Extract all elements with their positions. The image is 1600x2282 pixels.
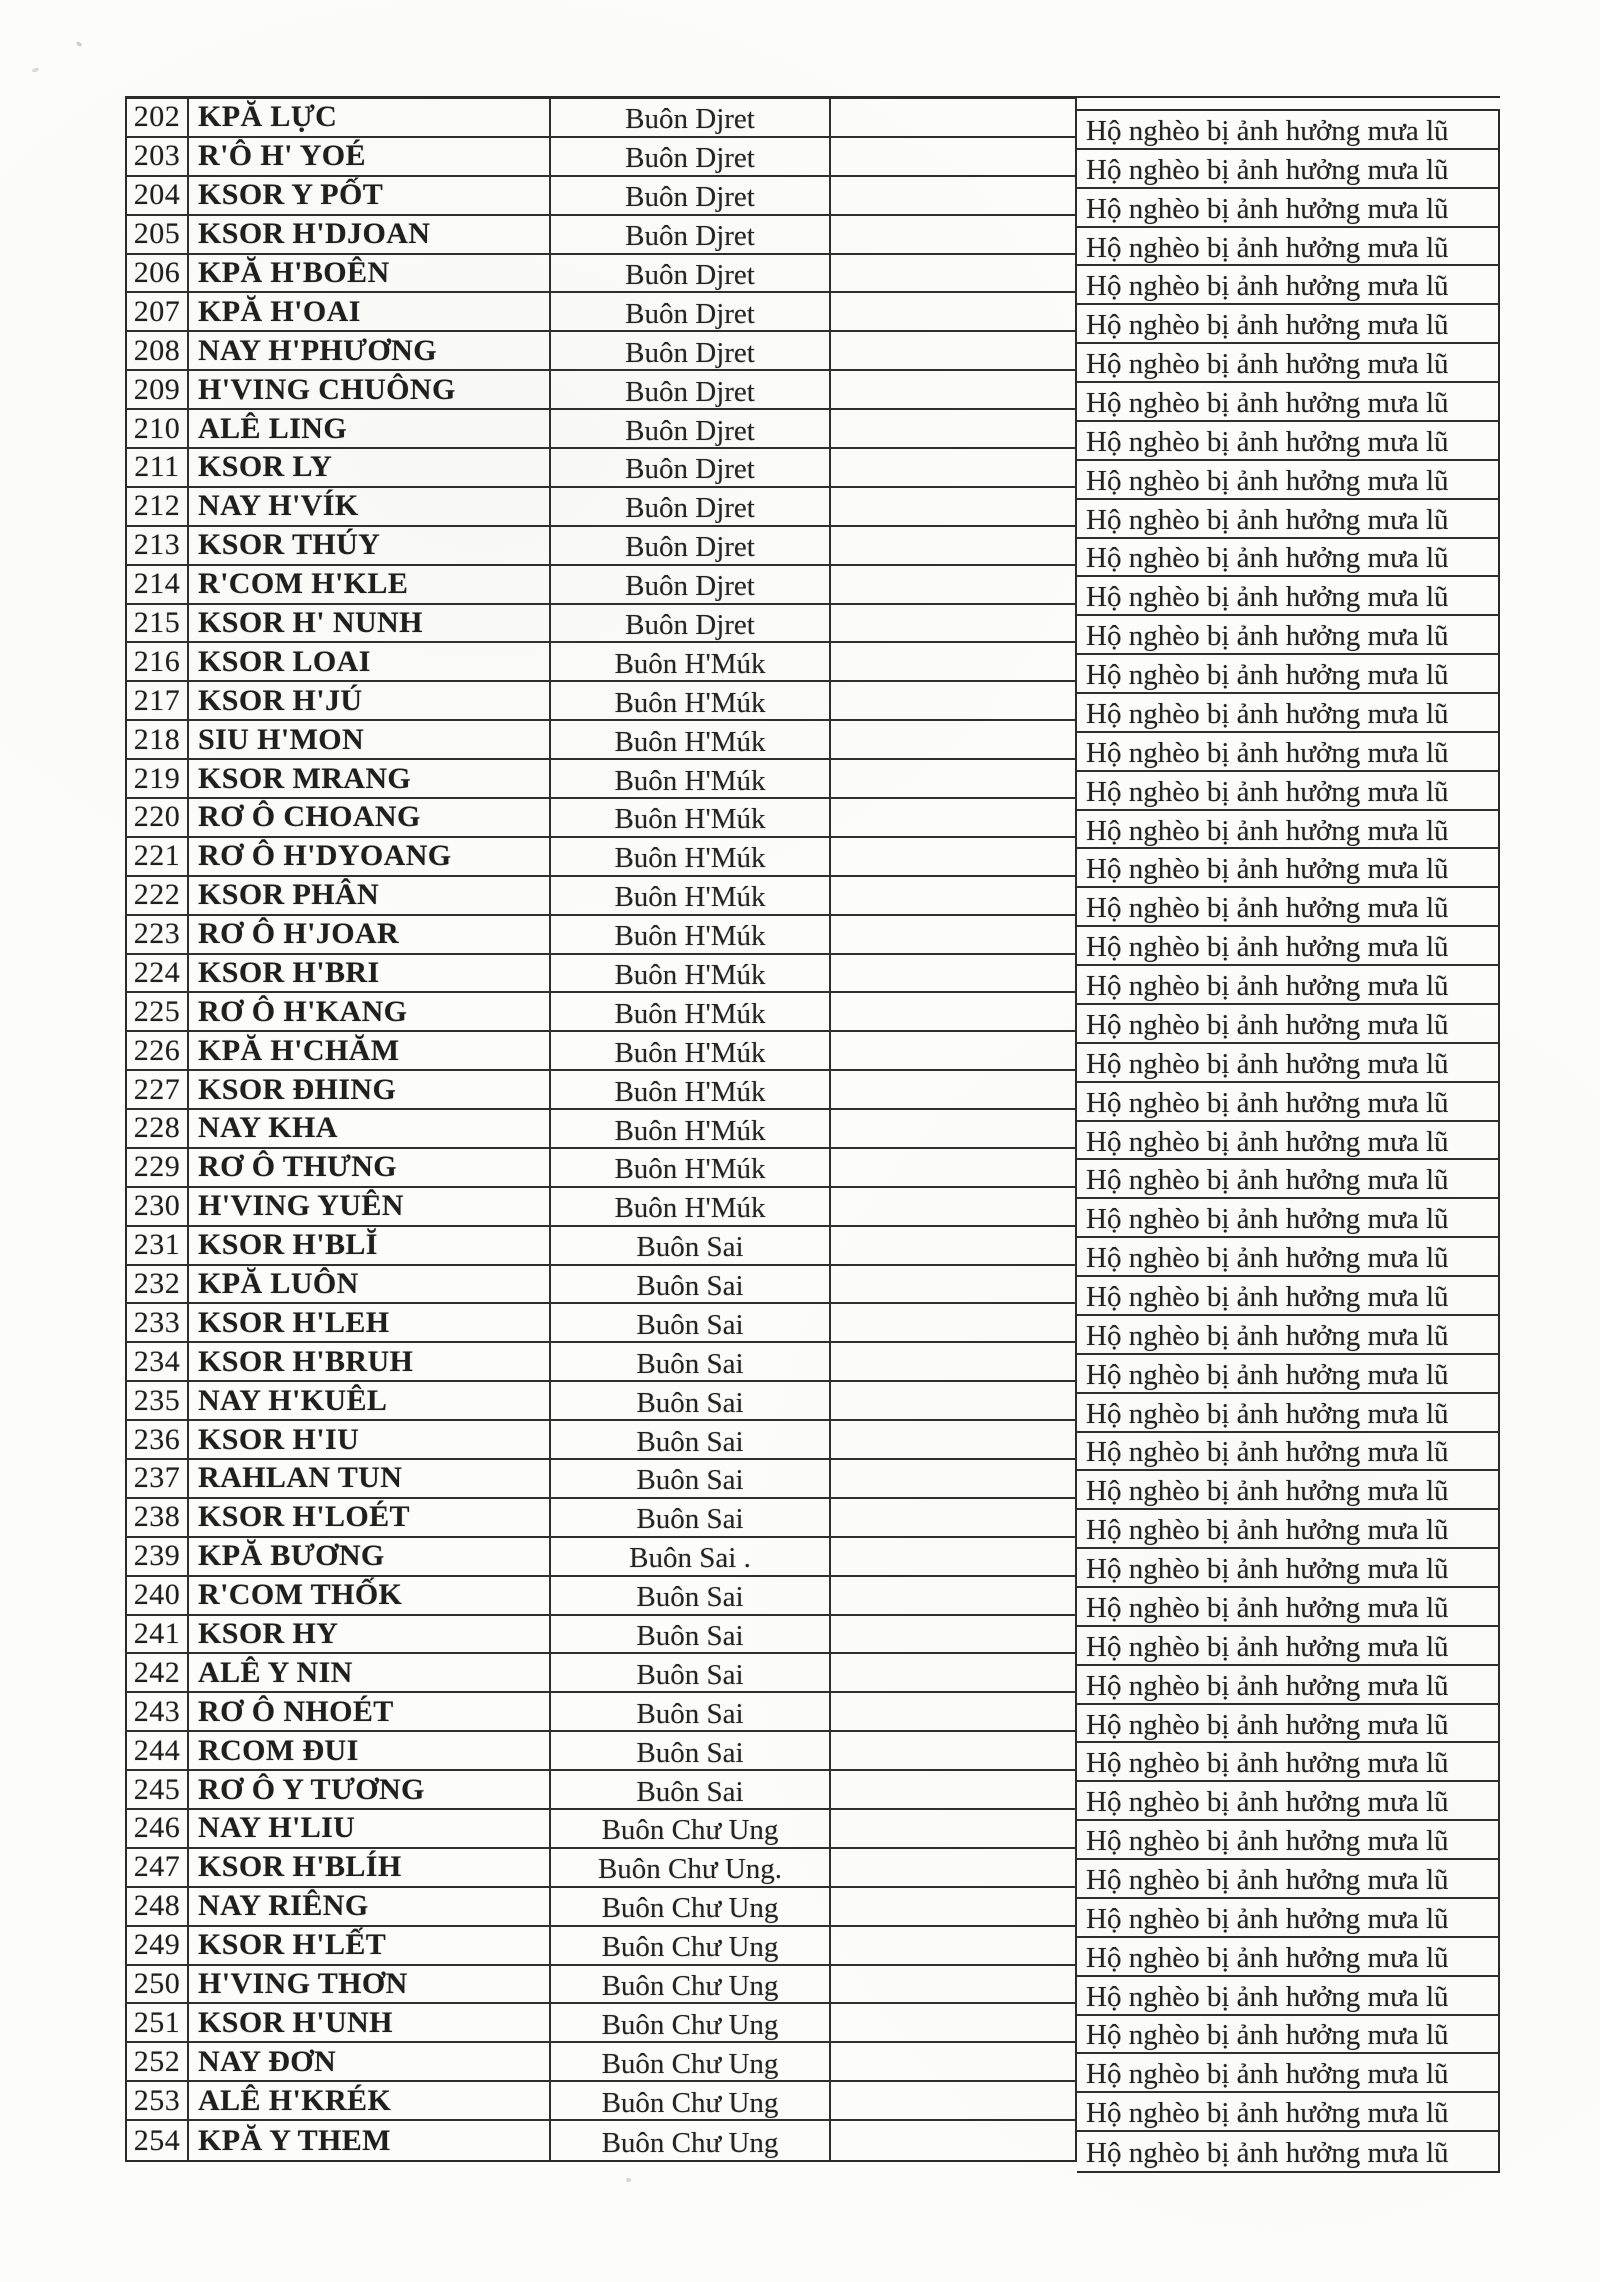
status-cell: Hộ nghèo bị ảnh hưởng mưa lũ xyxy=(1077,1666,1498,1705)
village-cell: Buôn Chư Ung xyxy=(551,2043,831,2082)
village-cell: Buôn Djret xyxy=(551,488,831,527)
beneficiary-table xyxy=(125,96,1500,2170)
village-cell: Buôn Sai xyxy=(551,1343,831,1382)
village-cell: Buôn Sai xyxy=(551,1732,831,1771)
row-number-cell: 209 xyxy=(127,371,189,410)
name-cell: RƠ Ô H'DYOANG xyxy=(189,838,551,877)
note-cell xyxy=(831,449,1077,488)
row-number-cell: 238 xyxy=(127,1499,189,1538)
note-cell xyxy=(831,1266,1077,1305)
village-cell: Buôn Djret xyxy=(551,527,831,566)
note-cell xyxy=(831,1966,1077,2005)
note-cell xyxy=(831,1460,1077,1499)
status-cell: Hộ nghèo bị ảnh hưởng mưa lũ xyxy=(1077,1355,1498,1394)
status-cell: Hộ nghèo bị ảnh hưởng mưa lũ xyxy=(1077,1938,1498,1977)
status-cell: Hộ nghèo bị ảnh hưởng mưa lũ xyxy=(1077,1433,1498,1472)
status-cell: Hộ nghèo bị ảnh hưởng mưa lũ xyxy=(1077,228,1498,267)
row-number-cell: 253 xyxy=(127,2082,189,2121)
village-cell: Buôn H'Múk xyxy=(551,1071,831,1110)
status-cell: Hộ nghèo bị ảnh hưởng mưa lũ xyxy=(1077,2054,1498,2093)
village-cell: Buôn Djret xyxy=(551,371,831,410)
note-cell xyxy=(831,371,1077,410)
status-cell: Hộ nghèo bị ảnh hưởng mưa lũ xyxy=(1077,1471,1498,1510)
village-cell: Buôn Sai xyxy=(551,1382,831,1421)
row-number-cell: 245 xyxy=(127,1771,189,1810)
status-cell: Hộ nghèo bị ảnh hưởng mưa lũ xyxy=(1077,1122,1498,1161)
name-cell: KPĂ LỰC xyxy=(189,99,551,138)
row-number-cell: 235 xyxy=(127,1382,189,1421)
note-cell xyxy=(831,1149,1077,1188)
row-number-cell: 228 xyxy=(127,1110,189,1149)
village-cell: Buôn Djret xyxy=(551,332,831,371)
note-cell xyxy=(831,177,1077,216)
village-cell: Buôn H'Múk xyxy=(551,1032,831,1071)
note-cell xyxy=(831,1382,1077,1421)
row-number-cell: 249 xyxy=(127,1927,189,1966)
row-number-cell: 243 xyxy=(127,1693,189,1732)
name-cell: KSOR MRANG xyxy=(189,760,551,799)
name-cell: KSOR H'LOÉT xyxy=(189,1499,551,1538)
status-cell: Hộ nghèo bị ảnh hưởng mưa lũ xyxy=(1077,150,1498,189)
status-cell: Hộ nghèo bị ảnh hưởng mưa lũ xyxy=(1077,1627,1498,1666)
name-cell: KSOR H'UNH xyxy=(189,2004,551,2043)
row-number-cell: 227 xyxy=(127,1071,189,1110)
row-number-cell: 219 xyxy=(127,760,189,799)
name-cell: KSOR H'BRI xyxy=(189,955,551,994)
name-cell: KSOR H'IU xyxy=(189,1421,551,1460)
village-cell: Buôn H'Múk xyxy=(551,1188,831,1227)
status-cell: Hộ nghèo bị ảnh hưởng mưa lũ xyxy=(1077,772,1498,811)
note-cell xyxy=(831,2043,1077,2082)
row-number-cell: 242 xyxy=(127,1654,189,1693)
beneficiary-table-main-columns xyxy=(125,98,1077,2162)
status-cell: Hộ nghèo bị ảnh hưởng mưa lũ xyxy=(1077,1005,1498,1044)
row-number-cell: 252 xyxy=(127,2043,189,2082)
village-cell: Buôn Djret xyxy=(551,566,831,605)
row-number-cell: 220 xyxy=(127,799,189,838)
note-cell xyxy=(831,682,1077,721)
village-cell: Buôn Djret xyxy=(551,177,831,216)
status-cell: Hộ nghèo bị ảnh hưởng mưa lũ xyxy=(1077,811,1498,850)
name-cell: H'VING CHUÔNG xyxy=(189,371,551,410)
status-cell: Hộ nghèo bị ảnh hưởng mưa lũ xyxy=(1077,305,1498,344)
village-cell: Buôn Chư Ung xyxy=(551,1810,831,1849)
village-cell: Buôn Djret xyxy=(551,255,831,294)
note-cell xyxy=(831,1577,1077,1616)
status-cell: Hộ nghèo bị ảnh hưởng mưa lũ xyxy=(1077,422,1498,461)
status-cell: Hộ nghèo bị ảnh hưởng mưa lũ xyxy=(1077,266,1498,305)
row-number-cell: 223 xyxy=(127,916,189,955)
status-cell: Hộ nghèo bị ảnh hưởng mưa lũ xyxy=(1077,1083,1498,1122)
name-cell: H'VING THƠN xyxy=(189,1966,551,2005)
status-cell: Hộ nghèo bị ảnh hưởng mưa lũ xyxy=(1077,1782,1498,1821)
name-cell: KSOR LOAI xyxy=(189,643,551,682)
name-cell: KPĂ Y THEM xyxy=(189,2121,551,2160)
name-cell: KSOR H'DJOAN xyxy=(189,216,551,255)
row-number-cell: 254 xyxy=(127,2121,189,2160)
row-number-cell: 236 xyxy=(127,1421,189,1460)
status-cell: Hộ nghèo bị ảnh hưởng mưa lũ xyxy=(1077,1199,1498,1238)
row-number-cell: 251 xyxy=(127,2004,189,2043)
status-cell: Hộ nghèo bị ảnh hưởng mưa lũ xyxy=(1077,1705,1498,1744)
name-cell: KSOR H' NUNH xyxy=(189,605,551,644)
name-cell: KPĂ H'BOÊN xyxy=(189,255,551,294)
village-cell: Buôn Chư Ung xyxy=(551,2121,831,2160)
note-cell xyxy=(831,1927,1077,1966)
status-cell: Hộ nghèo bị ảnh hưởng mưa lũ xyxy=(1077,1977,1498,2016)
name-cell: KSOR H'BRUH xyxy=(189,1343,551,1382)
name-cell: R'COM THỐK xyxy=(189,1577,551,1616)
note-cell xyxy=(831,293,1077,332)
name-cell: KSOR ĐHING xyxy=(189,1071,551,1110)
status-cell: Hộ nghèo bị ảnh hưởng mưa lũ xyxy=(1077,966,1498,1005)
village-cell: Buôn Chư Ung xyxy=(551,1927,831,1966)
note-cell xyxy=(831,1227,1077,1266)
village-cell: Buôn H'Múk xyxy=(551,721,831,760)
row-number-cell: 246 xyxy=(127,1810,189,1849)
village-cell: Buôn Sai xyxy=(551,1421,831,1460)
status-cell: Hộ nghèo bị ảnh hưởng mưa lũ xyxy=(1077,1394,1498,1433)
status-cell: Hộ nghèo bị ảnh hưởng mưa lũ xyxy=(1077,2093,1498,2132)
status-cell: Hộ nghèo bị ảnh hưởng mưa lũ xyxy=(1077,733,1498,772)
row-number-cell: 229 xyxy=(127,1149,189,1188)
village-cell: Buôn Sai xyxy=(551,1460,831,1499)
note-cell xyxy=(831,1304,1077,1343)
note-cell xyxy=(831,1810,1077,1849)
village-cell: Buôn Sai xyxy=(551,1304,831,1343)
row-number-cell: 226 xyxy=(127,1032,189,1071)
village-cell: Buôn Djret xyxy=(551,449,831,488)
village-cell: Buôn H'Múk xyxy=(551,682,831,721)
row-number-cell: 221 xyxy=(127,838,189,877)
note-cell xyxy=(831,1616,1077,1655)
name-cell: KSOR H'BLÍH xyxy=(189,1849,551,1888)
village-cell: Buôn H'Múk xyxy=(551,760,831,799)
status-cell: Hộ nghèo bị ảnh hưởng mưa lũ xyxy=(1077,1160,1498,1199)
village-cell: Buôn Djret xyxy=(551,293,831,332)
status-cell: Hộ nghèo bị ảnh hưởng mưa lũ xyxy=(1077,1860,1498,1899)
name-cell: KPĂ H'OAI xyxy=(189,293,551,332)
row-number-cell: 206 xyxy=(127,255,189,294)
row-number-cell: 204 xyxy=(127,177,189,216)
village-cell: Buôn Sai xyxy=(551,1227,831,1266)
note-cell xyxy=(831,99,1077,138)
village-cell: Buôn Sai xyxy=(551,1693,831,1732)
name-cell: RƠ Ô THƯNG xyxy=(189,1149,551,1188)
village-cell: Buôn H'Múk xyxy=(551,838,831,877)
scan-speck xyxy=(626,2178,631,2182)
village-cell: Buôn Djret xyxy=(551,99,831,138)
village-cell: Buôn H'Múk xyxy=(551,877,831,916)
name-cell: ALÊ LING xyxy=(189,410,551,449)
village-cell: Buôn Djret xyxy=(551,216,831,255)
row-number-cell: 216 xyxy=(127,643,189,682)
note-cell xyxy=(831,2004,1077,2043)
note-cell xyxy=(831,216,1077,255)
scan-speck xyxy=(32,67,40,73)
note-cell xyxy=(831,1654,1077,1693)
name-cell: KPĂ BƯƠNG xyxy=(189,1538,551,1577)
note-cell xyxy=(831,643,1077,682)
row-number-cell: 224 xyxy=(127,955,189,994)
village-cell: Buôn H'Múk xyxy=(551,1110,831,1149)
village-cell: Buôn Sai . xyxy=(551,1538,831,1577)
name-cell: NAY H'KUÊL xyxy=(189,1382,551,1421)
note-cell xyxy=(831,1538,1077,1577)
name-cell: KPĂ H'CHĂM xyxy=(189,1032,551,1071)
village-cell: Buôn Djret xyxy=(551,410,831,449)
name-cell: SIU H'MON xyxy=(189,721,551,760)
name-cell: NAY H'PHƯƠNG xyxy=(189,332,551,371)
note-cell xyxy=(831,877,1077,916)
note-cell xyxy=(831,605,1077,644)
row-number-cell: 203 xyxy=(127,138,189,177)
name-cell: KPĂ LUÔN xyxy=(189,1266,551,1305)
name-cell: NAY RIÊNG xyxy=(189,1888,551,1927)
village-cell: Buôn Chư Ung xyxy=(551,1966,831,2005)
note-cell xyxy=(831,1071,1077,1110)
name-cell: NAY KHA xyxy=(189,1110,551,1149)
village-cell: Buôn H'Múk xyxy=(551,1149,831,1188)
name-cell: H'VING YUÊN xyxy=(189,1188,551,1227)
row-number-cell: 202 xyxy=(127,99,189,138)
status-cell: Hộ nghèo bị ảnh hưởng mưa lũ xyxy=(1086,2137,1449,2170)
name-cell: KSOR H'JÚ xyxy=(189,682,551,721)
beneficiary-table-status-column xyxy=(1077,109,1500,2173)
status-cell: Hộ nghèo bị ảnh hưởng mưa lũ xyxy=(1077,461,1498,500)
note-cell xyxy=(831,255,1077,294)
note-cell xyxy=(831,1849,1077,1888)
row-number-cell: 214 xyxy=(127,566,189,605)
note-cell xyxy=(831,138,1077,177)
status-cell: Hộ nghèo bị ảnh hưởng mưa lũ xyxy=(1077,1743,1498,1782)
name-cell: RAHLAN TUN xyxy=(189,1460,551,1499)
note-cell xyxy=(831,1693,1077,1732)
row-number-cell: 230 xyxy=(127,1188,189,1227)
status-cell: Hộ nghèo bị ảnh hưởng mưa lũ xyxy=(1077,616,1498,655)
row-number-cell: 247 xyxy=(127,1849,189,1888)
row-number-cell: 218 xyxy=(127,721,189,760)
note-cell xyxy=(831,993,1077,1032)
row-number-cell: 222 xyxy=(127,877,189,916)
status-cell: Hộ nghèo bị ảnh hưởng mưa lũ xyxy=(1077,2016,1498,2055)
village-cell: Buôn Chư Ung. xyxy=(551,1849,831,1888)
name-cell: ALÊ H'KRÉK xyxy=(189,2082,551,2121)
status-cell: Hộ nghèo bị ảnh hưởng mưa lũ xyxy=(1077,888,1498,927)
row-number-cell: 232 xyxy=(127,1266,189,1305)
name-cell: RƠ Ô Y TƯƠNG xyxy=(189,1771,551,1810)
name-cell: R'COM H'KLE xyxy=(189,566,551,605)
note-cell xyxy=(831,410,1077,449)
status-cell: Hộ nghèo bị ảnh hưởng mưa lũ xyxy=(1077,1899,1498,1938)
village-cell: Buôn Chư Ung xyxy=(551,2082,831,2121)
status-cell: Hộ nghèo bị ảnh hưởng mưa lũ xyxy=(1077,577,1498,616)
name-cell: KSOR Y PỐT xyxy=(189,177,551,216)
row-number-cell: 208 xyxy=(127,332,189,371)
status-cell: Hộ nghèo bị ảnh hưởng mưa lũ xyxy=(1077,655,1498,694)
status-cell: Hộ nghèo bị ảnh hưởng mưa lũ xyxy=(1077,1238,1498,1277)
village-cell: Buôn H'Múk xyxy=(551,916,831,955)
status-cell: Hộ nghèo bị ảnh hưởng mưa lũ xyxy=(1077,694,1498,733)
row-number-cell: 207 xyxy=(127,293,189,332)
note-cell xyxy=(831,1888,1077,1927)
name-cell: NAY H'VÍK xyxy=(189,488,551,527)
row-number-cell: 234 xyxy=(127,1343,189,1382)
row-number-cell: 212 xyxy=(127,488,189,527)
status-cell: Hộ nghèo bị ảnh hưởng mưa lũ xyxy=(1077,500,1498,539)
status-cell: Hộ nghèo bị ảnh hưởng mưa lũ xyxy=(1077,849,1498,888)
status-cell: Hộ nghèo bị ảnh hưởng mưa lũ xyxy=(1077,189,1498,228)
name-cell: RƠ Ô H'KANG xyxy=(189,993,551,1032)
row-number-cell: 205 xyxy=(127,216,189,255)
village-cell: Buôn Djret xyxy=(551,138,831,177)
note-cell xyxy=(831,1032,1077,1071)
village-cell: Buôn Sai xyxy=(551,1499,831,1538)
row-number-cell: 244 xyxy=(127,1732,189,1771)
note-cell xyxy=(831,1732,1077,1771)
village-cell: Buôn Sai xyxy=(551,1266,831,1305)
name-cell: KSOR PHÂN xyxy=(189,877,551,916)
scan-speck xyxy=(75,41,82,48)
note-cell xyxy=(831,955,1077,994)
note-cell xyxy=(831,799,1077,838)
village-cell: Buôn Sai xyxy=(551,1654,831,1693)
row-number-cell: 250 xyxy=(127,1966,189,2005)
row-number-cell: 217 xyxy=(127,682,189,721)
status-cell: Hộ nghèo bị ảnh hưởng mưa lũ xyxy=(1077,1821,1498,1860)
note-cell xyxy=(831,332,1077,371)
row-number-cell: 237 xyxy=(127,1460,189,1499)
note-cell xyxy=(831,1110,1077,1149)
status-cell: Hộ nghèo bị ảnh hưởng mưa lũ xyxy=(1077,111,1498,150)
row-number-cell: 211 xyxy=(127,449,189,488)
status-cell: Hộ nghèo bị ảnh hưởng mưa lũ xyxy=(1077,1277,1498,1316)
name-cell: ALÊ Y NIN xyxy=(189,1654,551,1693)
row-number-cell: 225 xyxy=(127,993,189,1032)
status-cell: Hộ nghèo bị ảnh hưởng mưa lũ xyxy=(1077,539,1498,578)
name-cell: RƠ Ô CHOANG xyxy=(189,799,551,838)
row-number-cell: 240 xyxy=(127,1577,189,1616)
name-cell: KSOR H'BLĬ xyxy=(189,1227,551,1266)
village-cell: Buôn Djret xyxy=(551,605,831,644)
village-cell: Buôn H'Múk xyxy=(551,643,831,682)
note-cell xyxy=(831,566,1077,605)
name-cell: KSOR THÚY xyxy=(189,527,551,566)
name-cell: NAY ĐƠN xyxy=(189,2043,551,2082)
row-number-cell: 213 xyxy=(127,527,189,566)
note-cell xyxy=(831,916,1077,955)
row-number-cell: 215 xyxy=(127,605,189,644)
row-number-cell: 210 xyxy=(127,410,189,449)
note-cell xyxy=(831,760,1077,799)
row-number-cell: 239 xyxy=(127,1538,189,1577)
status-cell: Hộ nghèo bị ảnh hưởng mưa lũ xyxy=(1077,1044,1498,1083)
note-cell xyxy=(831,1188,1077,1227)
village-cell: Buôn Chư Ung xyxy=(551,2004,831,2043)
name-cell: RCOM ĐUI xyxy=(189,1732,551,1771)
note-cell xyxy=(831,838,1077,877)
status-cell: Hộ nghèo bị ảnh hưởng mưa lũ xyxy=(1077,1510,1498,1549)
status-cell: Hộ nghèo bị ảnh hưởng mưa lũ xyxy=(1077,1549,1498,1588)
row-number-cell: 233 xyxy=(127,1304,189,1343)
row-number-cell: 241 xyxy=(127,1616,189,1655)
name-cell: RƠ Ô H'JOAR xyxy=(189,916,551,955)
row-number-cell: 231 xyxy=(127,1227,189,1266)
note-cell xyxy=(831,1771,1077,1810)
name-cell: KSOR H'LẾT xyxy=(189,1927,551,1966)
name-cell: KSOR LY xyxy=(189,449,551,488)
name-cell: KSOR H'LEH xyxy=(189,1304,551,1343)
village-cell: Buôn Sai xyxy=(551,1577,831,1616)
note-cell xyxy=(831,488,1077,527)
status-cell: Hộ nghèo bị ảnh hưởng mưa lũ xyxy=(1077,344,1498,383)
status-cell: Hộ nghèo bị ảnh hưởng mưa lũ xyxy=(1077,1588,1498,1627)
note-cell xyxy=(831,721,1077,760)
note-cell xyxy=(831,1499,1077,1538)
status-cell: Hộ nghèo bị ảnh hưởng mưa lũ xyxy=(1077,1316,1498,1355)
name-cell: RƠ Ô NHOÉT xyxy=(189,1693,551,1732)
village-cell: Buôn H'Múk xyxy=(551,799,831,838)
note-cell xyxy=(831,1421,1077,1460)
status-cell: Hộ nghèo bị ảnh hưởng mưa lũ xyxy=(1077,927,1498,966)
name-cell: KSOR HY xyxy=(189,1616,551,1655)
village-cell: Buôn H'Múk xyxy=(551,955,831,994)
note-cell xyxy=(831,2121,1077,2160)
status-cell: Hộ nghèo bị ảnh hưởng mưa lũ xyxy=(1077,383,1498,422)
village-cell: Buôn Chư Ung xyxy=(551,1888,831,1927)
note-cell xyxy=(831,1343,1077,1382)
name-cell: NAY H'LIU xyxy=(189,1810,551,1849)
village-cell: Buôn Sai xyxy=(551,1616,831,1655)
name-cell: R'Ô H' YOÉ xyxy=(189,138,551,177)
village-cell: Buôn Sai xyxy=(551,1771,831,1810)
note-cell xyxy=(831,2082,1077,2121)
row-number-cell: 248 xyxy=(127,1888,189,1927)
village-cell: Buôn H'Múk xyxy=(551,993,831,1032)
note-cell xyxy=(831,527,1077,566)
